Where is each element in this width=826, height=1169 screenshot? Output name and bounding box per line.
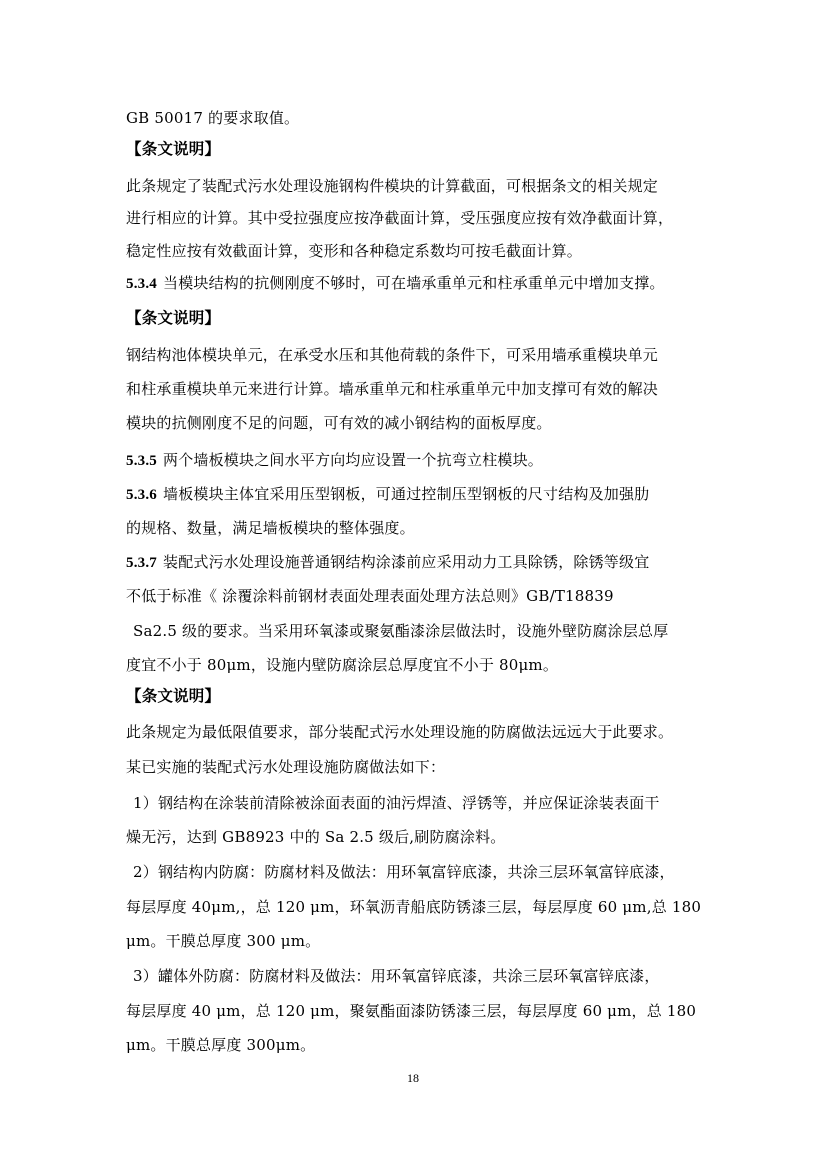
text-line: 每层厚度 40μm,，总 120 μm，环氧沥青船底防锈漆三层，每层厚度 60 μm,总 180 [126,898,702,916]
clause-explanation-heading: 【条文说明】 [126,687,221,705]
section-number: 5.3.5 [126,453,157,469]
text-line: 此条规定为最低限值要求，部分装配式污水处理设施的防腐做法远远大于此要求。 [126,723,674,741]
list-item: 3）罐体外防腐：防腐材料及做法：用环氧富锌底漆，共涂三层环氧富锌底漆， [133,967,660,985]
list-item: 1）钢结构在涂装前清除被涂面表面的油污焊渣、浮锈等，并应保证涂装表面干 [133,794,660,812]
clause-line: 5.3.7 装配式污水处理设施普通钢结构涂漆前应采用动力工具除锈，除锈等级宜 [126,553,650,571]
clause-explanation-heading: 【条文说明】 [126,309,221,327]
clause-line: 5.3.4 当模块结构的抗侧刚度不够时，可在墙承重单元和柱承重单元中增加支撑。 [126,274,665,292]
text-line: 的规格、数量，满足墙板模块的整体强度。 [126,519,415,537]
text-line: 模块的抗侧刚度不足的问题，可有效的减小钢结构的面板厚度。 [126,414,552,432]
text-line: 不低于标准《 涂覆涂料前钢材表面处理表面处理方法总则》GB/T18839 [126,587,614,605]
clause-explanation-heading: 【条文说明】 [126,140,221,158]
text-line: Sa2.5 级的要求。当采用环氧漆或聚氨酯漆涂层做法时，设施外壁防腐涂层总厚 [133,622,669,640]
list-item: 2）钢结构内防腐：防腐材料及做法：用环氧富锌底漆，共涂三层环氧富锌底漆， [133,863,675,881]
text-line: 燥无污，达到 GB8923 中的 Sa 2.5 级后,刷防腐涂料。 [126,828,506,846]
text-line: 和柱承重模块单元来进行计算。墙承重单元和柱承重单元中加支撑可有效的解决 [126,380,659,398]
text-line: 此条规定了装配式污水处理设施钢构件模块的计算截面，可根据条文的相关规定 [126,177,659,195]
text-line: μm。干膜总厚度 300μm。 [126,1036,316,1054]
section-number: 5.3.6 [126,487,157,503]
page-number: 18 [407,1071,419,1085]
text-line: GB 50017 的要求取值。 [126,109,300,127]
clause-line: 5.3.6 墙板模块主体宜采用压型钢板，可通过控制压型钢板的尺寸结构及加强肋 [126,485,650,503]
text-line: 某已实施的装配式污水处理设施防腐做法如下： [126,758,446,776]
section-number: 5.3.4 [126,276,157,292]
clause-line: 5.3.5 两个墙板模块之间水平方向均应设置一个抗弯立柱模块。 [126,451,544,469]
text-line: 进行相应的计算。其中受拉强度应按净截面计算，受压强度应按有效净截面计算， [126,209,674,227]
text-line: 度宜不小于 80μm，设施内壁防腐涂层总厚度宜不小于 80μm。 [126,656,559,674]
text-line: μm。干膜总厚度 300 μm。 [126,932,321,950]
text-line: 钢结构池体模块单元，在承受水压和其他荷载的条件下，可采用墙承重模块单元 [126,346,659,364]
text-line: 稳定性应按有效截面计算，变形和各种稳定系数均可按毛截面计算。 [126,242,583,260]
section-number: 5.3.7 [126,555,157,571]
text-line: 每层厚度 40 μm，总 120 μm，聚氨酯面漆防锈漆三层，每层厚度 60 μm，总 180 [126,1002,697,1020]
